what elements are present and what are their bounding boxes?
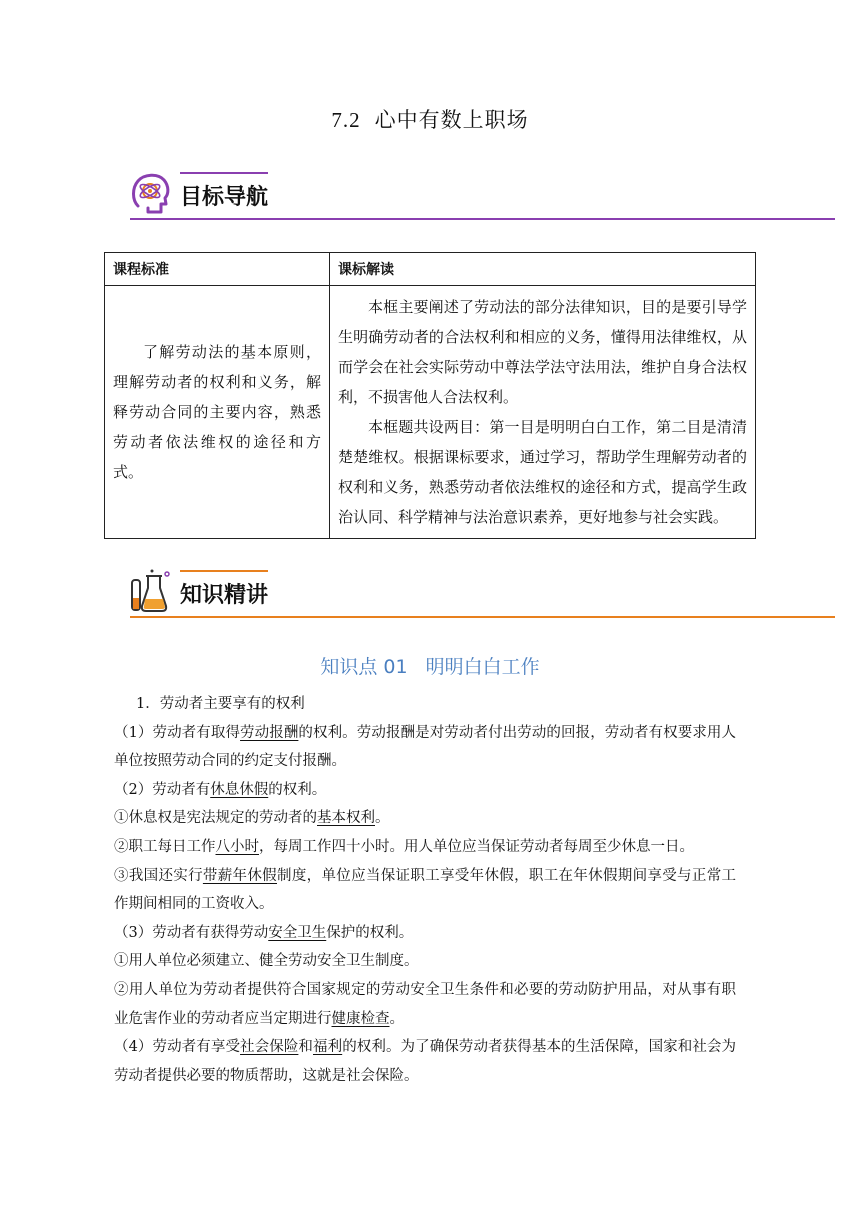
content-paragraph: （4）劳动者有享受社会保险和福利的权利。为了确保劳动者获得基本的生活保障，国家和社会为劳动者提供必要的物质帮助，这就是社会保险。 (114, 1039, 737, 1084)
section-number: 7.2 (331, 108, 361, 132)
content-paragraph: （1）劳动者有取得劳动报酬的权利。劳动报酬是对劳动者付出劳动的回报，劳动者有权要求用人单位按照劳动合同的约定支付报酬。 (114, 724, 737, 770)
key-term: 健康检查 (331, 1010, 390, 1027)
table-header-interpretation: 课标解读 (330, 253, 756, 286)
banner-divider (130, 218, 835, 220)
section-title: 心中有数上职场 (374, 108, 529, 132)
banner-label: 知识精讲 (180, 583, 269, 608)
content-paragraph: ①休息权是宪法规定的劳动者的基本权利。 (114, 810, 390, 827)
standard-text: 了解劳动法的基本原则，理解劳动者的权利和义务，解释劳动合同的主要内容，熟悉劳动者依法维权的途径和方式。 (113, 343, 321, 481)
key-term: 基本权利 (317, 810, 375, 827)
key-term: 带薪年休假 (202, 867, 277, 884)
content-paragraph: ①用人单位必须建立、健全劳动安全卫生制度。 (114, 953, 419, 970)
knowledge-content (114, 690, 736, 1090)
content-paragraph: （2）劳动者有休息休假的权利。 (114, 781, 327, 798)
key-term: 社会保险 (240, 1039, 299, 1056)
table-header-standard: 课程标准 (105, 253, 330, 286)
content-heading: 1．劳动者主要享有的权利 (136, 696, 305, 712)
key-term: 劳动报酬 (240, 724, 299, 741)
interpretation-paragraph: 本框主要阐述了劳动法的部分法律知识，目的是要引导学生明确劳动者的合法权利和相应的义务，懂得用法律维权，从而学会在社会实际劳动中尊法学法守法用法，维护自身合法权利，不损害他人合法权利。 (338, 298, 747, 406)
content-paragraph: ③我国还实行带薪年休假制度，单位应当保证职工享受年休假，职工在年休假期间享受与正常工作期间相同的工资收入。 (114, 867, 737, 913)
banner-accent-line (180, 570, 268, 572)
knowledge-banner (130, 568, 835, 618)
knowledge-point-title: 明明白白工作 (425, 656, 540, 678)
content-paragraph: ②用人单位为劳动者提供符合国家规定的劳动安全卫生条件和必要的劳动防护用品，对从事有职业危害作业的劳动者应当定期进行健康检查。 (114, 981, 736, 1027)
key-term: 福利 (313, 1039, 343, 1056)
goal-navigation-banner (130, 170, 835, 220)
curriculum-table (104, 252, 756, 539)
key-term: 八小时 (215, 838, 259, 855)
interpretation-paragraph: 本框题共设两目：第一目是明明白白工作，第二目是清清楚楚维权。根据课标要求，通过学习，帮助学生理解劳动者的权利和义务，熟悉劳动者依法维权的途径和方式，提高学生政治认同、科学精神与法治意识素养，更好地参与社会实践。 (338, 418, 747, 526)
knowledge-point-label: 知识点 01 (320, 656, 408, 678)
banner-label: 目标导航 (180, 185, 269, 210)
brain-icon (130, 170, 172, 216)
content-paragraph: （3）劳动者有获得劳动安全卫生保护的权利。 (114, 924, 414, 941)
knowledge-point-heading (0, 652, 860, 679)
key-term: 安全卫生 (268, 924, 327, 941)
flask-icon (130, 568, 172, 614)
banner-accent-line (180, 172, 268, 174)
banner-divider (130, 616, 835, 618)
page-title (0, 104, 860, 134)
key-term: 休息休假 (210, 781, 269, 798)
content-paragraph: ②职工每日工作八小时，每周工作四十小时。用人单位应当保证劳动者每周至少休息一日。 (114, 838, 694, 855)
interpretation-cell (330, 286, 756, 539)
standard-cell (105, 286, 330, 539)
